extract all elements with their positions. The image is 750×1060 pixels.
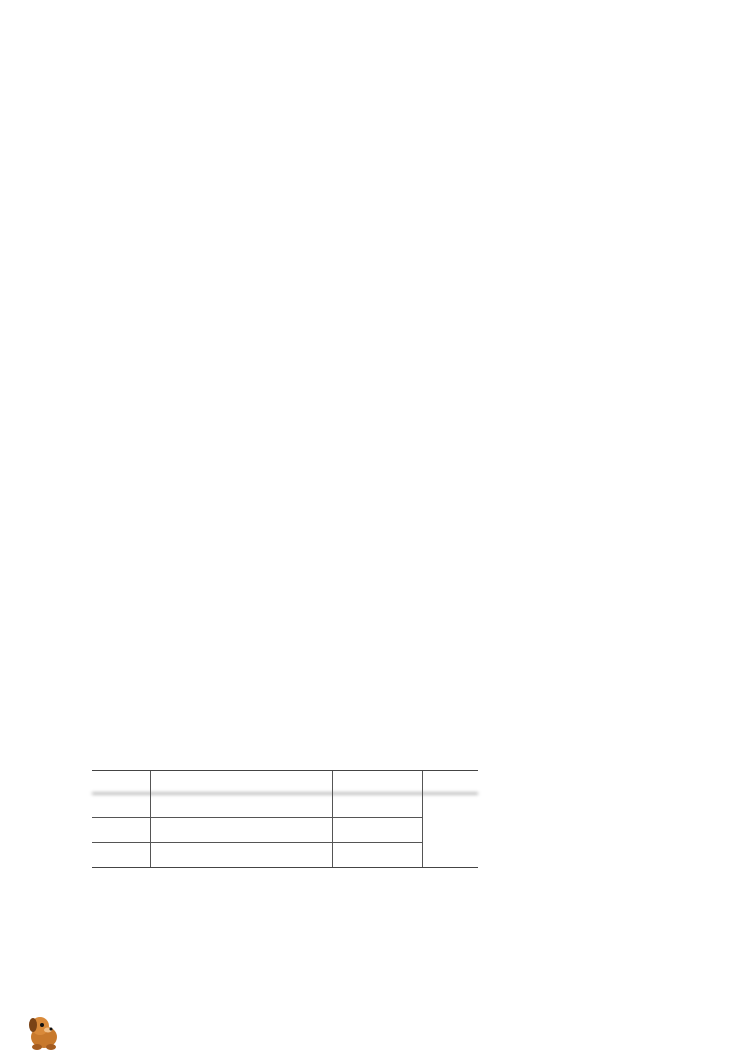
proportions-table bbox=[92, 770, 478, 868]
dog-icon bbox=[24, 1013, 64, 1051]
table-divider bbox=[422, 771, 423, 867]
table-divider bbox=[150, 771, 151, 867]
unidog-logo bbox=[24, 1013, 154, 1051]
table-divider bbox=[92, 817, 422, 818]
table-divider bbox=[92, 842, 422, 843]
table-divider bbox=[332, 771, 333, 867]
section-title bbox=[90, 711, 100, 727]
